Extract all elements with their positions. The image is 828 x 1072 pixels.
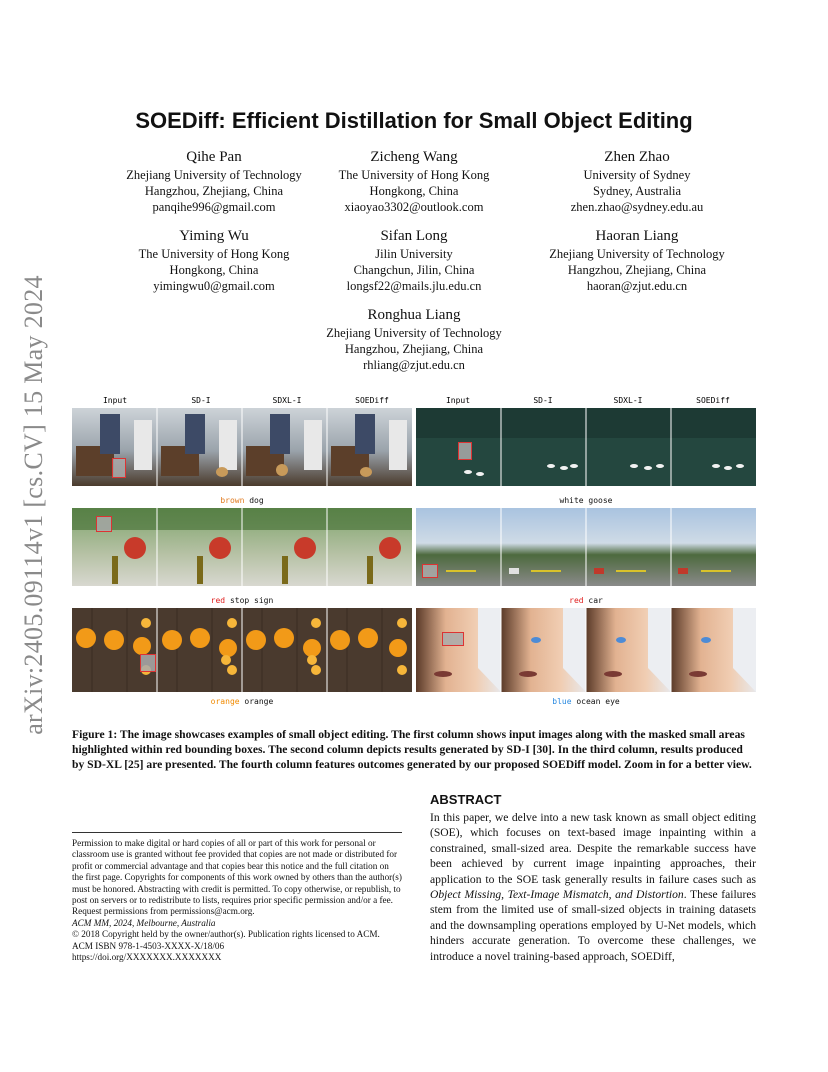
author-email: longsf22@mails.jlu.edu.cn — [346, 279, 482, 293]
author-affiliation: University of Sydney — [583, 168, 691, 182]
mask-box — [140, 654, 156, 672]
column-header: Input — [445, 396, 471, 405]
author-name: Haoran Liang — [595, 228, 679, 244]
author-email: yimingwu0@gmail.com — [153, 279, 275, 293]
mask-box — [96, 516, 112, 532]
prompt-label-1: brown dog — [220, 496, 264, 505]
column-header: SDXL-I — [272, 396, 302, 405]
prompt-label-6: blue ocean eye — [552, 697, 620, 706]
author-affiliation: Zhejiang University of Technology — [126, 168, 302, 182]
prompt-label-3: red stop sign — [210, 596, 274, 605]
footnote-rule — [72, 832, 402, 833]
author-block — [294, 306, 534, 373]
mask-box — [442, 632, 464, 646]
column-header: SD-I — [533, 396, 553, 405]
column-header: Input — [102, 396, 128, 405]
author-location: Hangzhou, Zhejiang, China — [344, 342, 484, 356]
abstract-body: In this paper, we delve into a new task known as small object editing (SOE), which focuses on text-based image inpainting within a constrained, small-sized area. Despite the remarkable success have been achieved by current image inpainting approaches, their application to the SOE task generally results in failure cases such as Object Missing, Text-Image Mismatch, and Distortion. These failures stem from the limited use of small-sized objects in training datasets and the downsampling operations employed by U-Net models, which hinders accurate generation. To overcome these challenges, we introduce a novel training-based approach, SOEDiff, — [430, 811, 756, 963]
author-location: Hangzhou, Zhejiang, China — [567, 263, 707, 277]
author-location: Sydney, Australia — [592, 184, 682, 198]
author-block — [294, 148, 534, 215]
image-strip-goose — [416, 408, 756, 486]
image-strip-eye — [416, 608, 756, 692]
author-affiliation: Zhejiang University of Technology — [326, 326, 502, 340]
image-strip-orange — [72, 608, 412, 692]
permission-text: Permission to make digital or hard copies of all or part of this work for personal or classroom use is granted without fee provided that copies are not made or distributed for profit or commercial advantage and that copies bear this notice and the full citation on the first page. Copyrights for components of this work owned by others than the author(s) must be honored. Abstracting with credit is permitted. To copy otherwise, or republish, to post on servers or to redistribute to lists, requires prior specific permission and/or a fee. Request permissions from permissions@acm.org. — [72, 838, 402, 917]
figure-caption: Figure 1: The image showcases examples of small object editing. The first column shows input images along with the masked small areas highlighted within red bounding boxes. The second column depicts results generated by SD-I [30]. In the third column, results produced by SD-XL [25] are presented. The fourth column features outcomes generated by our proposed SOEDiff model. Zoom in for a better view. — [72, 728, 752, 771]
author-email: rhliang@zjut.edu.cn — [363, 358, 465, 372]
author-email: haoran@zjut.edu.cn — [586, 279, 688, 293]
permission-notice — [72, 838, 402, 963]
column-header: SDXL-I — [613, 396, 643, 405]
column-header: SD-I — [191, 396, 211, 405]
author-email: zhen.zhao@sydney.edu.au — [570, 200, 704, 214]
author-email: panqihe996@gmail.com — [152, 200, 276, 214]
author-name: Qihe Pan — [186, 149, 242, 165]
author-name: Ronghua Liang — [367, 307, 461, 323]
prompt-label-2: white goose — [559, 496, 613, 505]
author-affiliation: The University of Hong Kong — [338, 168, 490, 182]
author-block — [517, 148, 757, 215]
image-strip-car — [416, 508, 756, 586]
prompt-label-5: orange orange — [210, 697, 274, 706]
author-location: Changchun, Jilin, China — [353, 263, 475, 277]
author-name: Yiming Wu — [179, 228, 249, 244]
mask-box — [112, 458, 126, 478]
copyright: © 2018 Copyright held by the owner/author(s). Publication rights licensed to ACM. — [72, 929, 380, 940]
author-block — [517, 227, 757, 294]
prompt-label-4: red car — [569, 596, 603, 605]
author-affiliation: Zhejiang University of Technology — [549, 247, 725, 261]
author-affiliation: The University of Hong Kong — [138, 247, 290, 261]
figure-1 — [72, 394, 756, 710]
doi-link[interactable]: https://doi.org/XXXXXXX.XXXXXXX — [72, 952, 222, 963]
author-affiliation: Jilin University — [375, 247, 453, 261]
isbn: ACM ISBN 978-1-4503-XXXX-X/18/06 — [72, 940, 225, 951]
abstract-heading: ABSTRACT — [430, 792, 502, 807]
author-name: Sifan Long — [380, 228, 448, 244]
mask-box — [458, 442, 472, 460]
author-name: Zicheng Wang — [370, 149, 458, 165]
arxiv-side-stamp: arXiv:2405.09114v1 [cs.CV] 15 May 2024 — [19, 275, 48, 735]
mask-box — [422, 564, 438, 578]
image-strip-stop-sign — [72, 508, 412, 586]
column-header: SOEDiff — [355, 396, 389, 405]
author-location: Hongkong, China — [169, 263, 259, 277]
author-location: Hongkong, China — [369, 184, 459, 198]
author-block — [294, 227, 534, 294]
venue: ACM MM, 2024, Melbourne, Australia — [72, 917, 216, 928]
author-email: xiaoyao3302@outlook.com — [344, 200, 484, 214]
column-header: SOEDiff — [696, 396, 730, 405]
author-location: Hangzhou, Zhejiang, China — [144, 184, 284, 198]
author-name: Zhen Zhao — [604, 149, 670, 165]
image-strip-dog — [72, 408, 412, 486]
paper-title: SOEDiff: Efficient Distillation for Small Object Editing — [135, 108, 693, 133]
